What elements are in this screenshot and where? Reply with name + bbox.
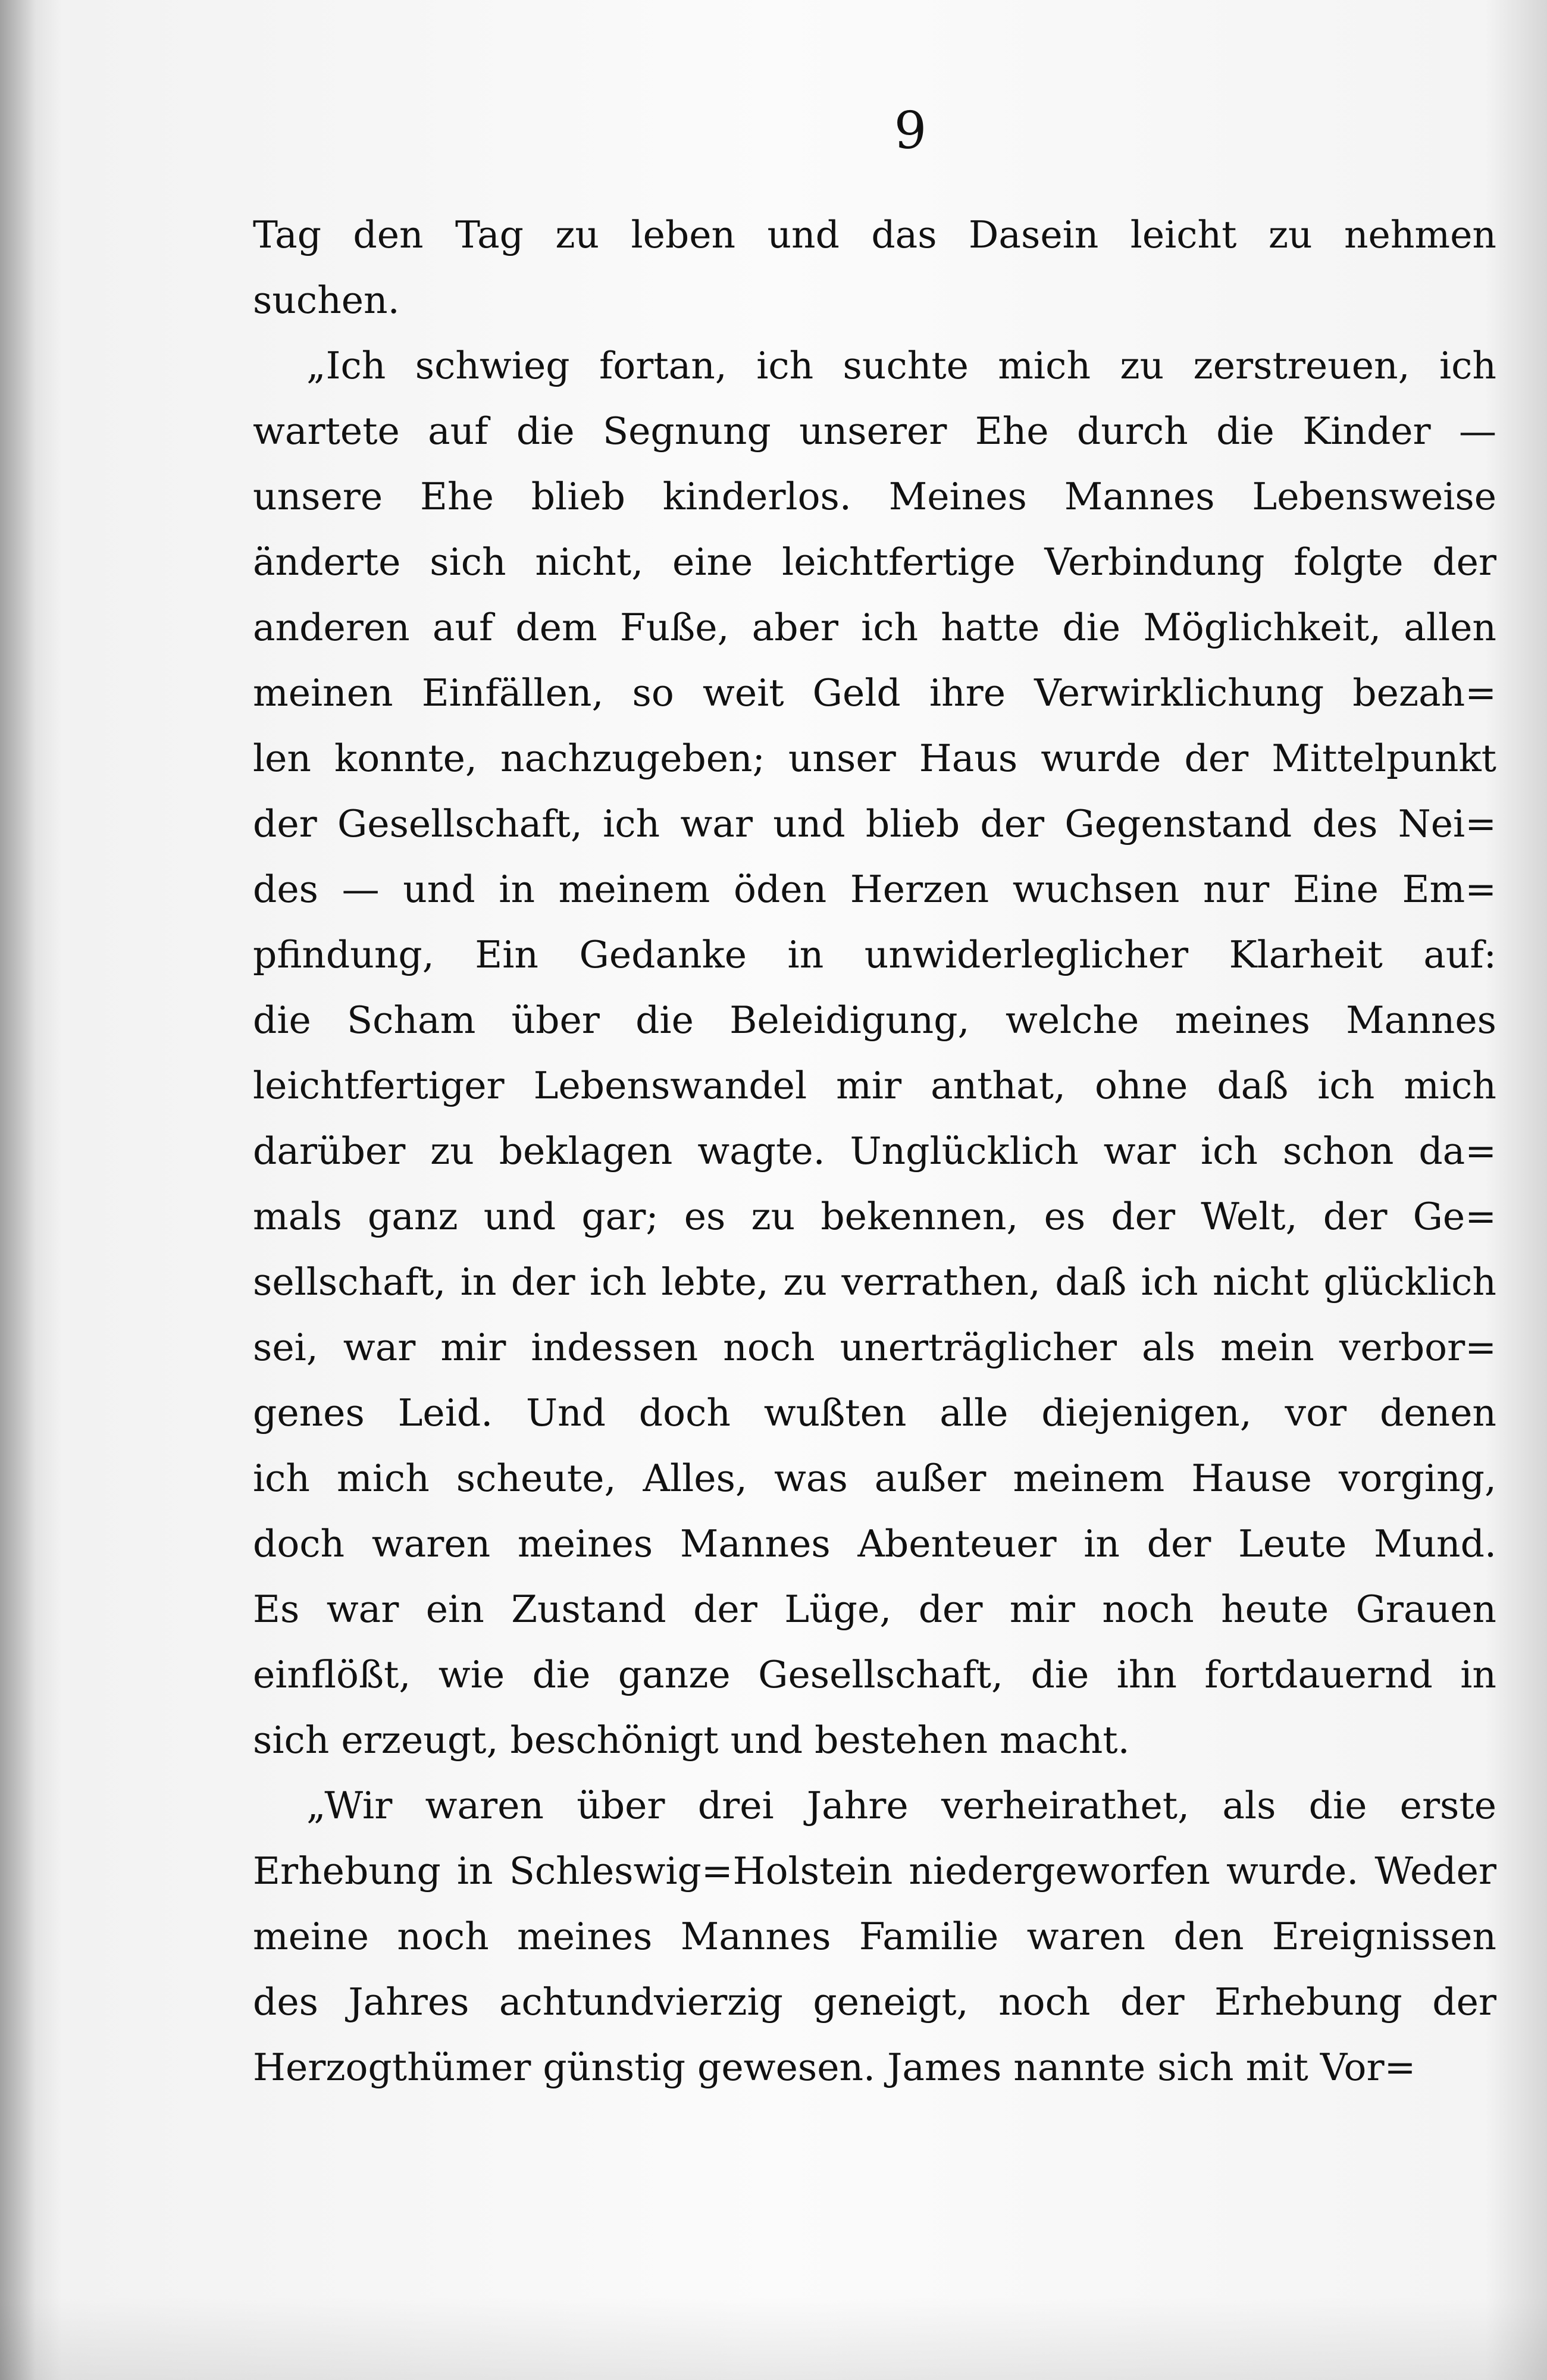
text-line: unsere Ehe blieb kinderlos. Meines Mannes Lebensweise [253, 475, 1496, 518]
text-line: „Wir waren über drei Jahre verheirathet, als die erste [306, 1784, 1496, 1827]
text-line: Erhebung in Schleswig=Holstein niedergeworfen wurde. Weder [253, 1849, 1496, 1893]
text-line: doch waren meines Mannes Abenteuer in der Leute Mund. [253, 1522, 1496, 1565]
page-edge-shadow [0, 0, 36, 2380]
text-line: pfindung, Ein Gedanke in unwiderleglicher Klarheit auf: [253, 933, 1496, 976]
text-line: len konnte, nachzugeben; unser Haus wurde der Mittelpunkt [253, 737, 1496, 780]
text-line: des — und in meinem öden Herzen wuchsen nur Eine Em= [253, 868, 1496, 911]
text-line: des Jahres achtundvierzig geneigt, noch der Erhebung der [253, 1980, 1496, 2024]
body-text [253, 202, 1496, 2100]
text-line: ich mich scheute, Alles, was außer meinem Hause vorging, [253, 1457, 1496, 1500]
text-line: Tag den Tag zu leben und das Dasein leicht zu nehmen [253, 213, 1496, 256]
text-line: anderen auf dem Fuße, aber ich hatte die Möglichkeit, allen [253, 606, 1496, 649]
text-line: meine noch meines Mannes Familie waren den Ereignissen [253, 1915, 1496, 1958]
text-line: einflößt, wie die ganze Gesellschaft, die ihn fortdauernd in [253, 1653, 1496, 1696]
text-line: sich erzeugt, beschönigt und bestehen macht. [253, 1718, 1130, 1762]
text-line: Herzogthümer günstig gewesen. James nannte sich mit Vor= [253, 2046, 1416, 2089]
page-number: 9 [894, 101, 927, 161]
paragraph [253, 1773, 1496, 2100]
text-line: die Scham über die Beleidigung, welche meines Mannes [253, 998, 1496, 1042]
text-line: mals ganz und gar; es zu bekennen, es der Welt, der Ge= [253, 1195, 1496, 1238]
paragraph [253, 333, 1496, 1773]
text-line: leichtfertiger Lebenswandel mir anthat, ohne daß ich mich [253, 1064, 1496, 1107]
text-line: darüber zu beklagen wagte. Unglücklich war ich schon da= [253, 1129, 1496, 1173]
page-bottom-shadow [0, 2297, 1547, 2380]
paragraph [253, 202, 1496, 333]
text-line: sei, war mir indessen noch unerträglicher als mein verbor= [253, 1326, 1496, 1369]
text-line: der Gesellschaft, ich war und blieb der Gegenstand des Nei= [253, 802, 1496, 845]
text-line: sellschaft, in der ich lebte, zu verrathen, daß ich nicht glücklich [253, 1260, 1496, 1304]
text-line: wartete auf die Segnung unserer Ehe durch die Kinder — [253, 409, 1496, 453]
text-line: Es war ein Zustand der Lüge, der mir noch heute Grauen [253, 1587, 1496, 1631]
text-line: meinen Einfällen, so weit Geld ihre Verwirklichung bezah= [253, 671, 1496, 715]
text-line: genes Leid. Und doch wußten alle diejenigen, vor denen [253, 1391, 1496, 1435]
text-line: änderte sich nicht, eine leichtfertige Verbindung folgte der [253, 540, 1496, 584]
text-line: „Ich schwieg fortan, ich suchte mich zu zerstreuen, ich [306, 344, 1496, 387]
text-line: suchen. [253, 278, 400, 322]
